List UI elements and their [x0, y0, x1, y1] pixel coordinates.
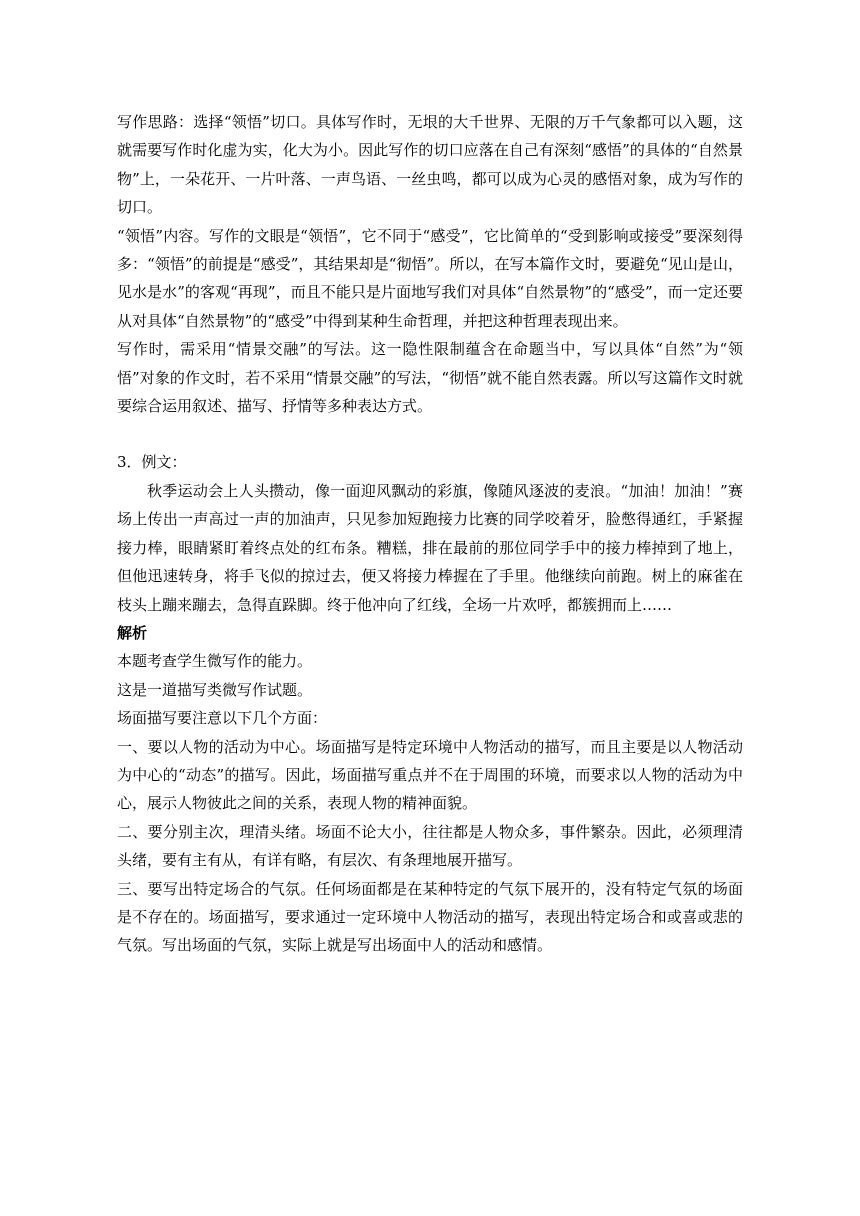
analysis-paragraph-3: 场面描写要注意以下几个方面：: [117, 709, 328, 728]
analysis-paragraph-5: 二、要分别主次，理清头绪。场面不论大小，往往都是人物众多，事件繁杂。因此，必须理清头绪，要有主有从，有详有略，有层次、有条理地展开描写。: [117, 822, 743, 870]
analysis-heading: 解析: [117, 623, 148, 642]
guide-paragraph-3: 写作时，需采用“情景交融”的写法。这一隐性限制蕴含在命题当中，写以具体“自然”为“领悟”对象的作文时，若不采用“情景交融”的写法，“彻悟”就不能自然表露。所以写这篇作文时就要综合运用叙述、描写、抒情等多种表达方式。: [117, 340, 743, 416]
analysis-paragraph-2: 这是一道描写类微写作试题。: [117, 680, 313, 699]
example-text: 秋季运动会上人头攒动，像一面迎风飘动的彩旗，像随风逐波的麦浪。“加油！加油！”赛场上传出一声高过一声的加油声，只见参加短跑接力比赛的同学咬着牙，脸憋得通红，手紧握接力棒，眼睛紧盯着终点处的红布条。糟糕，排在最前的那位同学手中的接力棒掉到了地上，但他迅速转身，将手飞似的掠过去，便又将接力棒握在了手里。他继续向前跑。树上的麻雀在枝头上蹦来蹦去，急得直跺脚。终于他冲向了红线，全场一片欢呼，都簇拥而上……: [117, 481, 743, 614]
guide-paragraph-1: 写作思路：选择“领悟”切口。具体写作时，无垠的大千世界、无限的万千气象都可以入题，这就需要写作时化虚为实，化大为小。因此写作的切口应落在自己有深刻“感悟”的具体的“自然景物”上，一朵花开、一片叶落、一声鸟语、一丝虫鸣，都可以成为心灵的感悟对象，成为写作的切口。: [117, 113, 743, 217]
example-label: 3．例文：: [117, 453, 187, 472]
document-page: [117, 108, 743, 960]
analysis-paragraph-6: 三、要写出特定场合的气氛。任何场面都是在某种特定的气氛下展开的，没有特定气氛的场面是不存在的。场面描写，要求通过一定环境中人物活动的描写，表现出特定场合和或喜或悲的气氛。写出场面的气氛，实际上就是写出场面中人的活动和感情。: [117, 879, 743, 955]
spacer: [117, 420, 743, 448]
analysis-paragraph-4: 一、要以人物的活动为中心。场面描写是特定环境中人物活动的描写，而且主要是以人物活动为中心的“动态”的描写。因此，场面描写重点并不在于周围的环境，而要求以人物的活动为中心，展示人物彼此之间的关系，表现人物的精神面貌。: [117, 737, 743, 813]
analysis-paragraph-1: 本题考查学生微写作的能力。: [117, 652, 313, 671]
guide-paragraph-2: “领悟”内容。写作的文眼是“领悟”，它不同于“感受”，它比简单的“受到影响或接受”要深刻得多：“领悟”的前提是“感受”，其结果却是“彻悟”。所以，在写本篇作文时，要避免“见山是山，见水是水”的客观“再现”，而且不能只是片面地写我们对具体“自然景物”的“感受”，而一定还要从对具体“自然景物”的“感受”中得到某种生命哲理，并把这种哲理表现出来。: [117, 226, 743, 330]
